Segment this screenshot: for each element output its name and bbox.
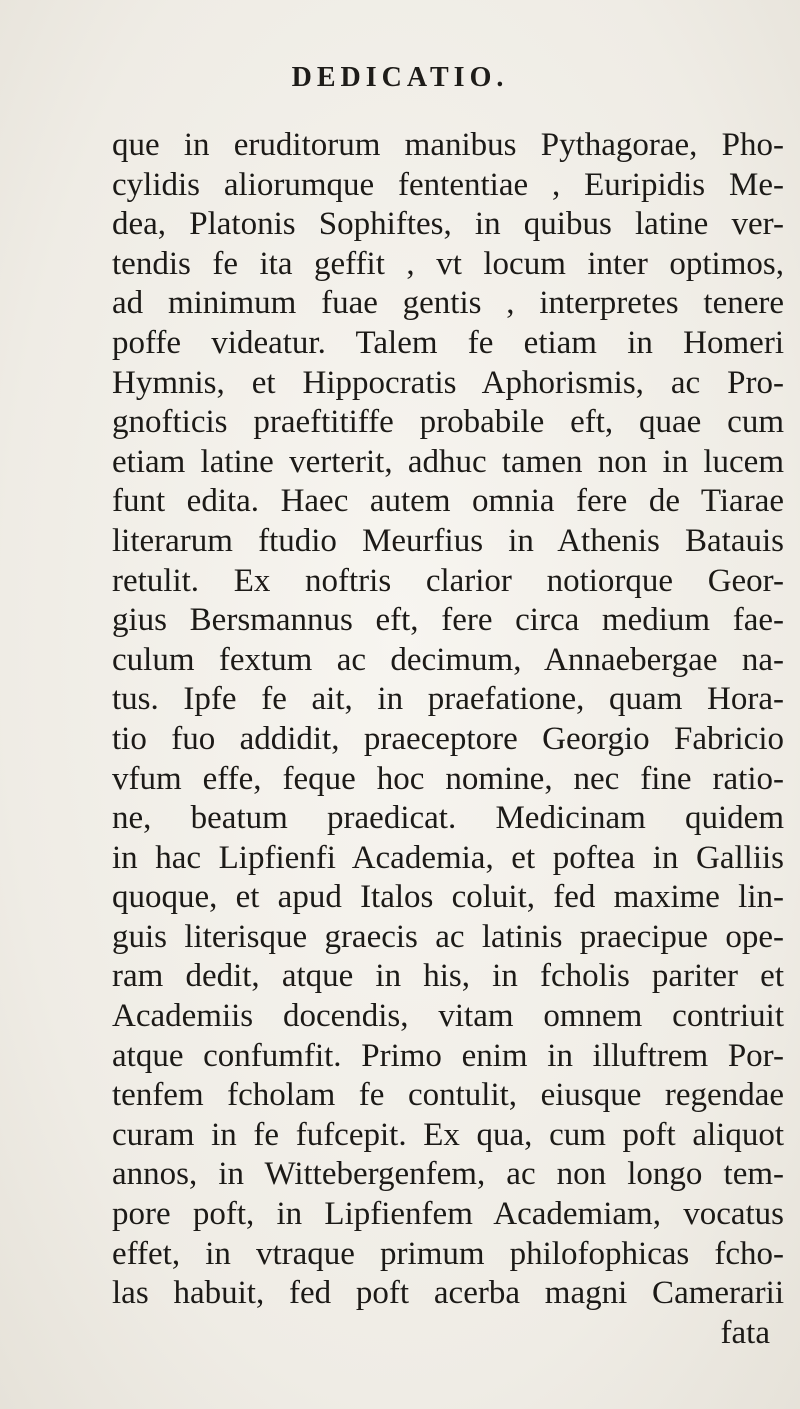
text-line: poffe videatur. Talem fe etiam in Homeri [112, 324, 784, 361]
text-line: effet, in vtraque primum philofophicas fcho- [112, 1235, 784, 1272]
text-line: que in eruditorum manibus Pythagorae, Pho- [112, 127, 784, 163]
text-line: Hymnis, et Hippocratis Aphorismis, ac Pro- [112, 364, 784, 401]
text-line: culum fextum ac decimum, Annaebergae na- [112, 641, 784, 678]
text-line: gius Bersmannus eft, fere circa medium fae- [112, 602, 784, 639]
text-line: etiam latine verterit, adhuc tamen non in lucem [112, 443, 784, 480]
text-line: funt edita. Haec autem omnia fere de Tiarae [112, 483, 784, 520]
text-line: guis literisque graecis ac latinis praecipue ope- [112, 918, 784, 955]
text-line: ram dedit, atque in his, in fcholis pariter et [112, 958, 784, 995]
text-line: tio fuo addidit, praeceptore Georgio Fabricio [112, 720, 784, 757]
text-line: las habuit, fed poft acerba magni Camerarii [112, 1275, 784, 1312]
text-line: Academiis docendis, vitam omnem contriuit [112, 998, 784, 1035]
text-line: tus. Ipfe fe ait, in praefatione, quam Hora- [112, 681, 784, 718]
text-line: in hac Lipfienfi Academia, et poftea in Galliis [112, 839, 784, 876]
text-line: atque confumfit. Primo enim in illuftrem Por- [112, 1037, 784, 1074]
text-line: annos, in Wittebergenfem, ac non longo tem- [112, 1156, 784, 1193]
text-line: retulit. Ex noftris clarior notiorque Geor- [112, 562, 784, 599]
catchword: fata [720, 1314, 770, 1351]
running-head: DEDICATIO. [291, 62, 509, 93]
text-line: ad minimum fuae gentis , interpretes tenere [112, 285, 784, 322]
text-line: curam in fe fufcepit. Ex qua, cum poft aliquot [112, 1116, 784, 1153]
text-line: literarum ftudio Meurfius in Athenis Batauis [112, 522, 784, 559]
text-line: tenfem fcholam fe contulit, eiusque regendae [112, 1077, 784, 1114]
text-line: quoque, et apud Italos coluit, fed maxime lin- [112, 879, 784, 916]
text-line: vfum effe, feque hoc nomine, nec fine ratio- [112, 760, 784, 797]
text-line: gnofticis praeftitiffe probabile eft, quae cum [112, 404, 784, 441]
text-line: tendis fe ita geffit , vt locum inter optimos, [112, 245, 784, 282]
text-line: pore poft, in Lipfienfem Academiam, vocatus [112, 1196, 784, 1233]
text-line: dea, Platonis Sophiftes, in quibus latine ver- [112, 206, 784, 243]
body-text [112, 126, 784, 1353]
text-line: cylidis aliorumque fententiae , Euripidis Me- [112, 166, 784, 203]
text-line: ne, beatum praedicat. Medicinam quidem [112, 800, 784, 837]
